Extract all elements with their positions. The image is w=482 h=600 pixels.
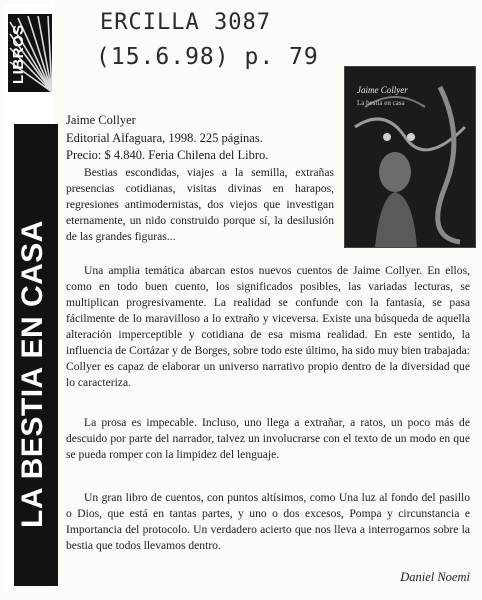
article-title-bar bbox=[14, 124, 58, 586]
article-title: LA BESTIA EN CASA bbox=[16, 220, 49, 528]
paragraph-4: Un gran libro de cuentos, con puntos altísimos, como Una luz al fondo del pasillo o Dios, que está en tantas partes, y uno o dos excesos, Pompa y circunstancia e Importancia del protocolo. Un verdadero acierto que nos lleva a interrogarnos sobre la bestia que todos llevamos dentro. bbox=[66, 491, 470, 552]
meta-price: Precio: $ 4.840. Feria Chilena del Libro. bbox=[66, 148, 269, 162]
section-logo-box bbox=[8, 14, 52, 92]
book-meta bbox=[66, 112, 268, 165]
left-strip bbox=[4, 4, 54, 590]
section-logo: LIBROS bbox=[10, 24, 27, 84]
handwritten-note-line2: (15.6.98) p. 79 bbox=[96, 44, 319, 70]
handwritten-note-line1: ERCILLA 3087 bbox=[100, 10, 271, 35]
paragraph-1: Bestias escondidas, viajes a la semilla, extrañas presencias cotidianas, visitas divinas en harapos, regresiones antimodernistas, dos viejos que investigan eternamente, un nido construido porque sí, la desilusión de las grandes figuras... bbox=[66, 166, 334, 243]
meta-author: Jaime Collyer bbox=[66, 113, 136, 127]
meta-publisher: Editorial Alfaguara, 1998. 225 páginas. bbox=[66, 130, 263, 145]
signature: Daniel Noemi bbox=[400, 570, 470, 584]
cover-author: Jaime Collyer bbox=[357, 85, 408, 95]
paragraph-2: Una amplia temática abarcan estos nuevos cuentos de Jaime Collyer. En ellos, como en todo buen cuento, los significados posibles, las variadas lecturas, se multiplican progresivamente. La realidad se confunde con la fantasía, se pasa fácilmente de lo maravilloso a lo extraño y viceversa. Existe una búsqueda de aquella alteración imperceptible y cotidiana de esa misma realidad. En este sentido, la influencia de Cortázar y de Borges, sobre todo este último, ha sido muy bien trabajada: Collyer es capaz de elaborar un universo narrativo propio dentro de la diversidad que lo caracteriza. bbox=[66, 264, 470, 389]
book-cover bbox=[344, 66, 476, 248]
cover-title: La bestia en casa bbox=[357, 99, 405, 107]
paragraph-3: La prosa es impecable. Incluso, uno llega a extrañar, a ratos, un poco más de descuido por parte del narrador, talvez un involucrarse con el texto de un modo en que se pueda romper con la limpidez del lenguaje. bbox=[66, 416, 470, 461]
